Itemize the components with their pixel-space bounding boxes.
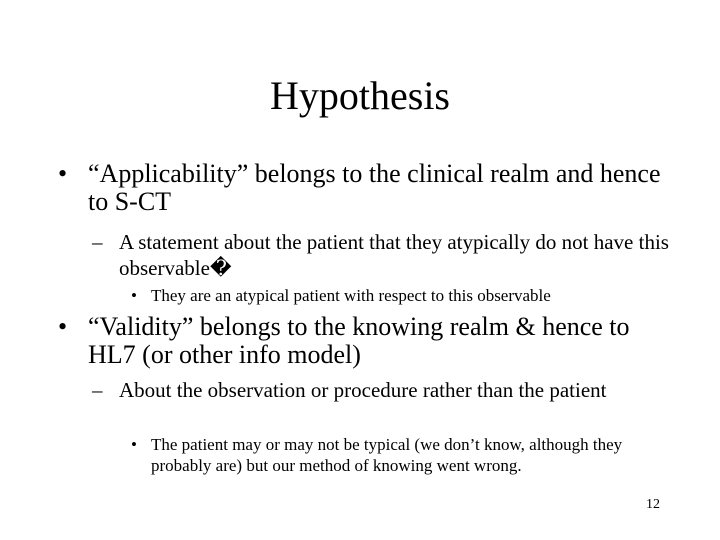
sub-sub-bullet-method	[131, 434, 631, 476]
sub-bullet-observation	[92, 377, 672, 403]
sub-bullet-text: About the observation or procedure rather than the patient	[119, 378, 607, 402]
bullet-marker: •	[131, 286, 137, 305]
bullet-marker: •	[58, 159, 68, 188]
bullet-marker: •	[131, 435, 137, 454]
bullet-validity	[58, 313, 678, 369]
sub-sub-bullet-text: The patient may or may not be typical (we don’t know, although they probably are) but our method of knowing went wrong.	[151, 435, 623, 475]
bullet-marker: •	[58, 312, 68, 341]
bullet-text: “Validity” belongs to the knowing realm & hence to HL7 (or other info model)	[88, 312, 630, 369]
sub-sub-bullet-atypical	[131, 285, 651, 306]
page-number: 12	[646, 497, 660, 512]
bullet-applicability	[58, 160, 678, 216]
slide-title: Hypothesis	[270, 73, 450, 118]
dash-marker: –	[92, 230, 103, 254]
sub-bullet-statement	[92, 229, 672, 281]
sub-bullet-text: A statement about the patient that they atypically do not have this observable�	[119, 230, 669, 280]
sub-sub-bullet-text: They are an atypical patient with respect to this observable	[151, 286, 551, 305]
bullet-text: “Applicability” belongs to the clinical realm and hence to S-CT	[88, 159, 661, 216]
dash-marker: –	[92, 378, 103, 402]
